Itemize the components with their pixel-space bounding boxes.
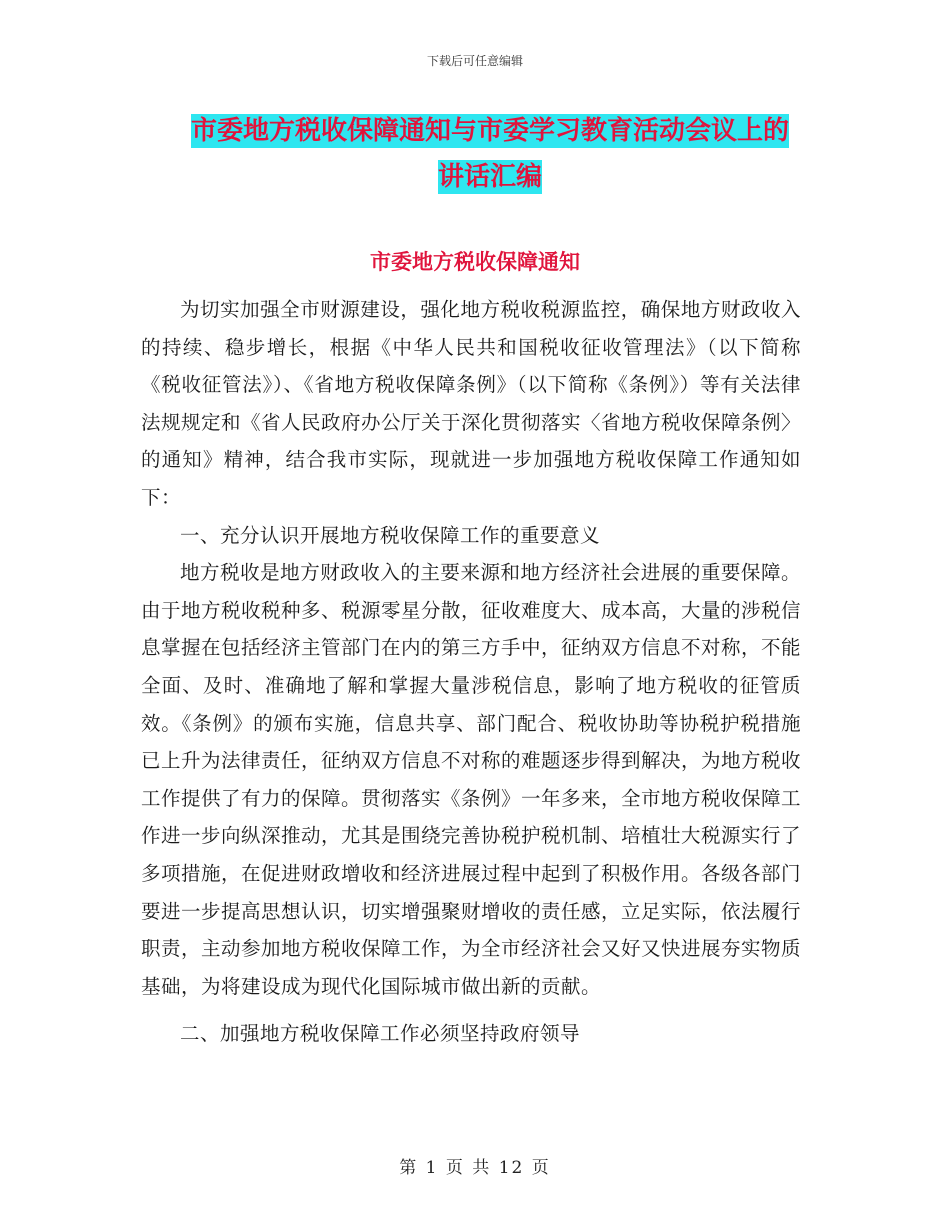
document-title (130, 108, 850, 200)
document-title-line-2: 讲话汇编 (437, 162, 542, 192)
paragraph-intro: 为切实加强全市财源建设，强化地方税收税源监控，确保地方财政收入的持续、稳步增长，根据《中华人民共和国税收征收管理法》（以下简称《税收征管法》）、《省地方税收保障条例》（以下简称《条例》）等有关法律法规规定和《省人民政府办公厅关于深化贯彻落实〈省地方税收保障条例〉的通知》精神，结合我市实际，现就进一步加强地方税收保障工作通知如下： (141, 298, 802, 509)
document-title-line-1: 市委地方税收保障通知与市委学习教育活动会议上的 (190, 116, 789, 146)
section-title: 市委地方税收保障通知 (370, 250, 580, 274)
header-note: 下载后可任意编辑 (426, 54, 523, 68)
heading-two: 二、加强地方税收保障工作必须坚持政府领导 (180, 1022, 581, 1046)
paragraph-significance: 地方税收是地方财政收入的主要来源和地方经济社会进展的重要保障。由于地方税收税种多、税源零星分散，征收难度大、成本高，大量的涉税信息掌握在包括经济主管部门在内的第三方手中，征纳双方信息不对称，不能全面、及时、准确地了解和掌握大量涉税信息，影响了地方税收的征管质效。《条例》的颁布实施，信息共享、部门配合、税收协助等协税护税措施已上升为法律责任，征纳双方信息不对称的难题逐步得到解决，为地方税收工作提供了有力的保障。贯彻落实《条例》一年多来，全市地方税收保障工作进一步向纵深推动，尤其是围绕完善协税护税机制、培植壮大税源实行了多项措施，在促进财政增收和经济进展过程中起到了积极作用。各级各部门要进一步提高思想认识，切实增强聚财增收的责任感，立足实际，依法履行职责，主动参加地方税收保障工作，为全市经济社会又好又快进展夯实物质基础，为将建设成为现代化国际城市做出新的贡献。 (141, 561, 802, 998)
document-body (141, 291, 801, 1053)
page-number: 第 1 页 共 12 页 (399, 1158, 551, 1178)
heading-one: 一、充分认识开展地方税收保障工作的重要意义 (180, 523, 601, 547)
